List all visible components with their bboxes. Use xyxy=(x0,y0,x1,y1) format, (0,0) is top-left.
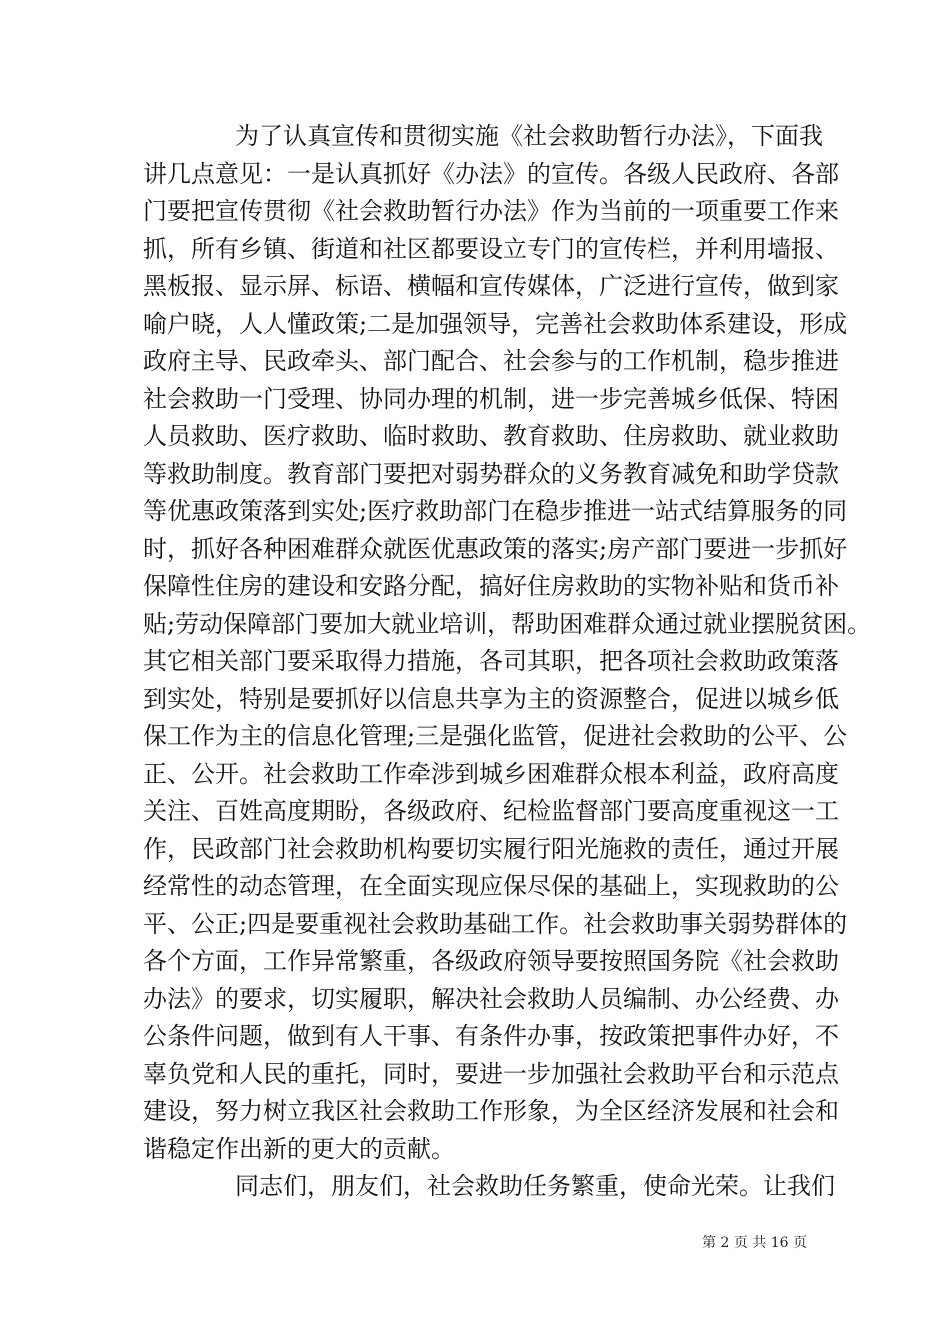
paragraph-line: 为了认真宣传和贯彻实施《社会救助暂行办法》，下面我 xyxy=(235,122,823,150)
paragraph-line: 辜负党和人民的重托，同时，要进一步加强社会救助平台和示范点 xyxy=(143,1059,839,1088)
paragraph-line: 其它相关部门要采取得力措施，各司其职，把各项社会救助政策落 xyxy=(143,647,839,675)
paragraph-line: 抓，所有乡镇、街道和社区都要设立专门的宣传栏，并利用墙报、 xyxy=(143,234,839,263)
paragraph-line: 公条件问题，做到有人干事、有条件办事，按政策把事件办好，不 xyxy=(143,1022,839,1050)
body-text xyxy=(143,118,872,1206)
paragraph-line: 喻户晓，人人懂政策;二是加强领导，完善社会救助体系建设，形成 xyxy=(143,309,848,338)
paragraph-line: 时，抓好各种困难群众就医优惠政策的落实;房产部门要进一步抓好 xyxy=(143,534,848,563)
paragraph-line: 正、公开。社会救助工作牵涉到城乡困难群众根本利益，政府高度 xyxy=(143,759,839,788)
paragraph-line: 政府主导、民政牵头、部门配合、社会参与的工作机制，稳步推进 xyxy=(143,347,839,375)
paragraph-line: 平、公正;四是要重视社会救助基础工作。社会救助事关弱势群体的 xyxy=(143,909,848,938)
paragraph-line: 作，民政部门社会救助机构要切实履行阳光施救的责任，通过开展 xyxy=(143,834,839,863)
paragraph-line: 人员救助、医疗救助、临时救助、教育救助、住房救助、就业救助 xyxy=(143,422,839,450)
paragraph-line: 黑板报、显示屏、标语、横幅和宣传媒体，广泛进行宣传，做到家 xyxy=(143,272,839,300)
paragraph-line: 谐稳定作出新的更大的贡献。 xyxy=(143,1134,455,1163)
paragraph-line: 讲几点意见：一是认真抓好《办法》的宣传。各级人民政府、各部 xyxy=(143,159,839,188)
paragraph-line: 各个方面，工作异常繁重，各级政府领导要按照国务院《社会救助 xyxy=(143,947,839,975)
paragraph-line: 同志们，朋友们，社会救助任务繁重，使命光荣。让我们 xyxy=(235,1172,835,1200)
paragraph-line: 贴;劳动保障部门要加大就业培训，帮助困难群众通过就业摆脱贫困。 xyxy=(143,609,872,638)
paragraph-line: 保工作为主的信息化管理;三是强化监管，促进社会救助的公平、公 xyxy=(143,722,848,750)
paragraph-line: 社会救助一门受理、协同办理的机制，进一步完善城乡低保、特困 xyxy=(143,384,839,413)
paragraph-line: 经常性的动态管理，在全面实现应保尽保的基础上，实现救助的公 xyxy=(143,872,839,900)
paragraph-line: 到实处，特别是要抓好以信息共享为主的资源整合，促进以城乡低 xyxy=(143,684,839,713)
paragraph-line: 门要把宣传贯彻《社会救助暂行办法》作为当前的一项重要工作来 xyxy=(143,197,839,225)
paragraph-line: 保障性住房的建设和安路分配，搞好住房救助的实物补贴和货币补 xyxy=(143,572,839,600)
paragraph-line: 等优惠政策落到实处;医疗救助部门在稳步推进一站式结算服务的同 xyxy=(143,497,848,525)
paragraph-line: 建设，努力树立我区社会救助工作形象，为全区经济发展和社会和 xyxy=(143,1097,839,1125)
paragraph-line: 办法》的要求，切实履职，解决社会救助人员编制、办公经费、办 xyxy=(143,984,839,1013)
paragraph-line: 等救助制度。教育部门要把对弱势群众的义务教育减免和助学贷款 xyxy=(143,459,839,488)
page-number-footer: 第 2 页 共 16 页 xyxy=(702,1235,807,1251)
paragraph-line: 关注、百姓高度期盼，各级政府、纪检监督部门要高度重视这一工 xyxy=(143,797,839,825)
